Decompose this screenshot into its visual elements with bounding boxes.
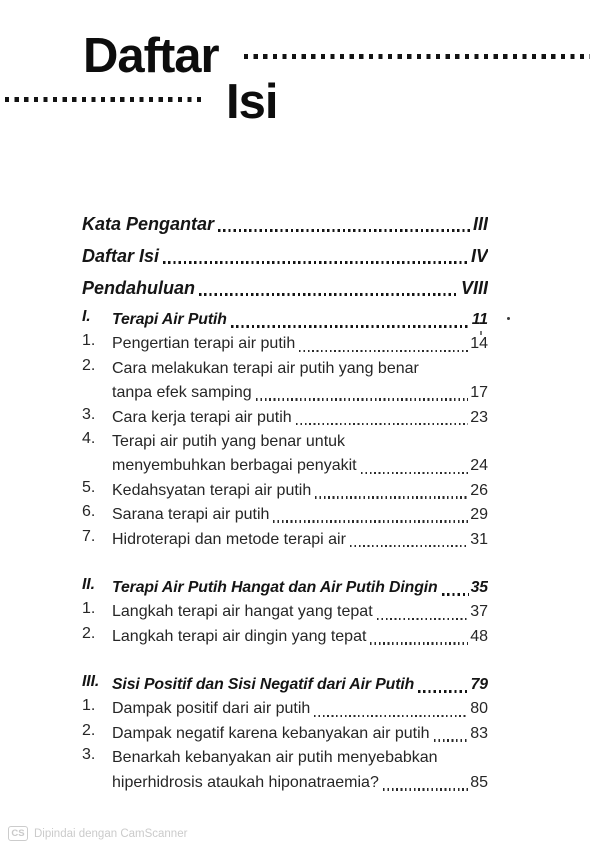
entry-number: 3. — [82, 746, 96, 764]
dot-leader — [315, 496, 468, 499]
entry-page-number: 48 — [470, 627, 488, 645]
section-heading — [82, 673, 488, 697]
camscanner-watermark-bar — [0, 820, 600, 848]
section-numeral: II. — [82, 575, 95, 593]
entry-label: Kedahsyatan terapi air putih — [112, 481, 312, 499]
title-dotted-line-right — [244, 54, 590, 59]
scan-artifact-dot — [507, 317, 510, 320]
section-title: Sisi Positif dan Sisi Negatif dari Air Putih — [112, 676, 415, 694]
toc-entry — [82, 746, 488, 795]
dot-leader — [314, 715, 468, 718]
entry-number: 3. — [82, 405, 96, 423]
toc-entry — [82, 697, 488, 721]
entry-label: Hidroterapi dan metode terapi air — [112, 530, 346, 548]
entry-number: 2. — [82, 356, 96, 374]
entry-page-number: 80 — [470, 700, 488, 718]
entry-page-number: VIII — [460, 278, 488, 298]
dot-leader — [361, 472, 469, 475]
entry-number: 7. — [82, 527, 96, 545]
section-heading — [82, 308, 488, 332]
entry-page-number: III — [472, 214, 488, 234]
entry-label: Kata Pengantar — [82, 214, 215, 234]
toc-entry-pendahuluan — [82, 276, 488, 300]
toc-entry — [82, 357, 488, 406]
dot-leader — [231, 325, 470, 328]
section-page-number: 11 — [471, 311, 488, 328]
toc-entry — [82, 600, 488, 624]
table-of-contents — [82, 212, 488, 795]
entry-label: Cara melakukan terapi air putih yang benar — [112, 359, 419, 377]
section-numeral: I. — [82, 308, 91, 325]
toc-entry — [82, 722, 488, 746]
entry-label-continued: tanpa efek samping — [112, 384, 252, 402]
entry-number: 5. — [82, 478, 96, 496]
page-title-line2: Isi — [226, 75, 278, 129]
entry-page-number: 29 — [470, 506, 488, 524]
entry-page-number: 17 — [470, 384, 488, 402]
entry-number: 2. — [82, 624, 96, 642]
entry-label: Cara kerja terapi air putih — [112, 408, 292, 426]
entry-page-number: 23 — [470, 408, 488, 426]
dot-leader — [256, 398, 469, 401]
dot-leader — [199, 293, 459, 296]
section-title: Terapi Air Putih — [112, 311, 227, 328]
entry-page-number: 24 — [470, 457, 488, 475]
entry-label: Pendahuluan — [82, 278, 196, 298]
toc-entry-daftar-isi — [82, 244, 488, 268]
entry-page-number: 14 — [470, 335, 488, 353]
dot-leader — [163, 261, 469, 264]
section-numeral: III. — [82, 673, 100, 691]
toc-section-1 — [82, 308, 488, 552]
page-title-line1: Daftar — [83, 29, 219, 83]
dot-leader — [442, 593, 469, 596]
dot-leader — [350, 545, 468, 548]
section-title: Terapi Air Putih Hangat dan Air Putih Dingin — [112, 578, 438, 596]
toc-entry — [82, 503, 488, 527]
entry-page-number: 85 — [470, 773, 488, 791]
title-dotted-line-left — [5, 97, 205, 102]
entry-number: 1. — [82, 600, 96, 618]
entry-page-number: 83 — [470, 724, 488, 742]
dot-leader — [370, 642, 468, 645]
toc-entry — [82, 625, 488, 649]
entry-label: Terapi air putih yang benar untuk — [112, 432, 346, 450]
toc-section-2 — [82, 576, 488, 649]
toc-entry — [82, 406, 488, 430]
entry-number: 2. — [82, 721, 96, 739]
entry-label: Dampak negatif karena kebanyakan air putih — [112, 724, 430, 742]
entry-page-number: 31 — [470, 530, 488, 548]
entry-label-continued: hiperhidrosis ataukah hiponatraemia? — [112, 773, 379, 791]
camscanner-badge-icon: CS — [8, 826, 28, 841]
toc-entry — [82, 479, 488, 503]
entry-number: 1. — [82, 332, 96, 350]
entry-page-number: IV — [470, 246, 488, 266]
camscanner-watermark-text: Dipindai dengan CamScanner — [34, 828, 188, 840]
dot-leader — [434, 739, 469, 742]
entry-label: Langkah terapi air dingin yang tepat — [112, 627, 367, 645]
toc-entry — [82, 430, 488, 479]
dot-leader — [377, 618, 469, 621]
toc-section-3 — [82, 673, 488, 795]
entry-label: Sarana terapi air putih — [112, 506, 270, 524]
entry-label: Daftar Isi — [82, 246, 160, 266]
entry-number: 6. — [82, 503, 96, 521]
dot-leader — [418, 690, 468, 693]
entry-label: Benarkah kebanyakan air putih menyebabkan — [112, 749, 438, 767]
scan-artifact-tick — [480, 331, 482, 335]
section-page-number: 79 — [470, 676, 488, 694]
entry-number: 1. — [82, 697, 96, 715]
dot-leader — [218, 229, 471, 232]
entry-page-number: 37 — [470, 603, 488, 621]
toc-entry — [82, 528, 488, 552]
toc-entry — [82, 332, 488, 356]
entry-label: Langkah terapi air hangat yang tepat — [112, 603, 373, 621]
dot-leader — [296, 423, 469, 426]
toc-entry-kata-pengantar — [82, 212, 488, 236]
entry-label-continued: menyembuhkan berbagai penyakit — [112, 457, 357, 475]
dot-leader — [383, 788, 468, 791]
dot-leader — [299, 350, 468, 353]
section-heading — [82, 576, 488, 600]
entry-label: Dampak positif dari air putih — [112, 700, 311, 718]
dot-leader — [273, 520, 468, 523]
entry-page-number: 26 — [470, 481, 488, 499]
entry-number: 4. — [82, 429, 96, 447]
section-page-number: 35 — [470, 578, 488, 596]
entry-label: Pengertian terapi air putih — [112, 335, 296, 353]
